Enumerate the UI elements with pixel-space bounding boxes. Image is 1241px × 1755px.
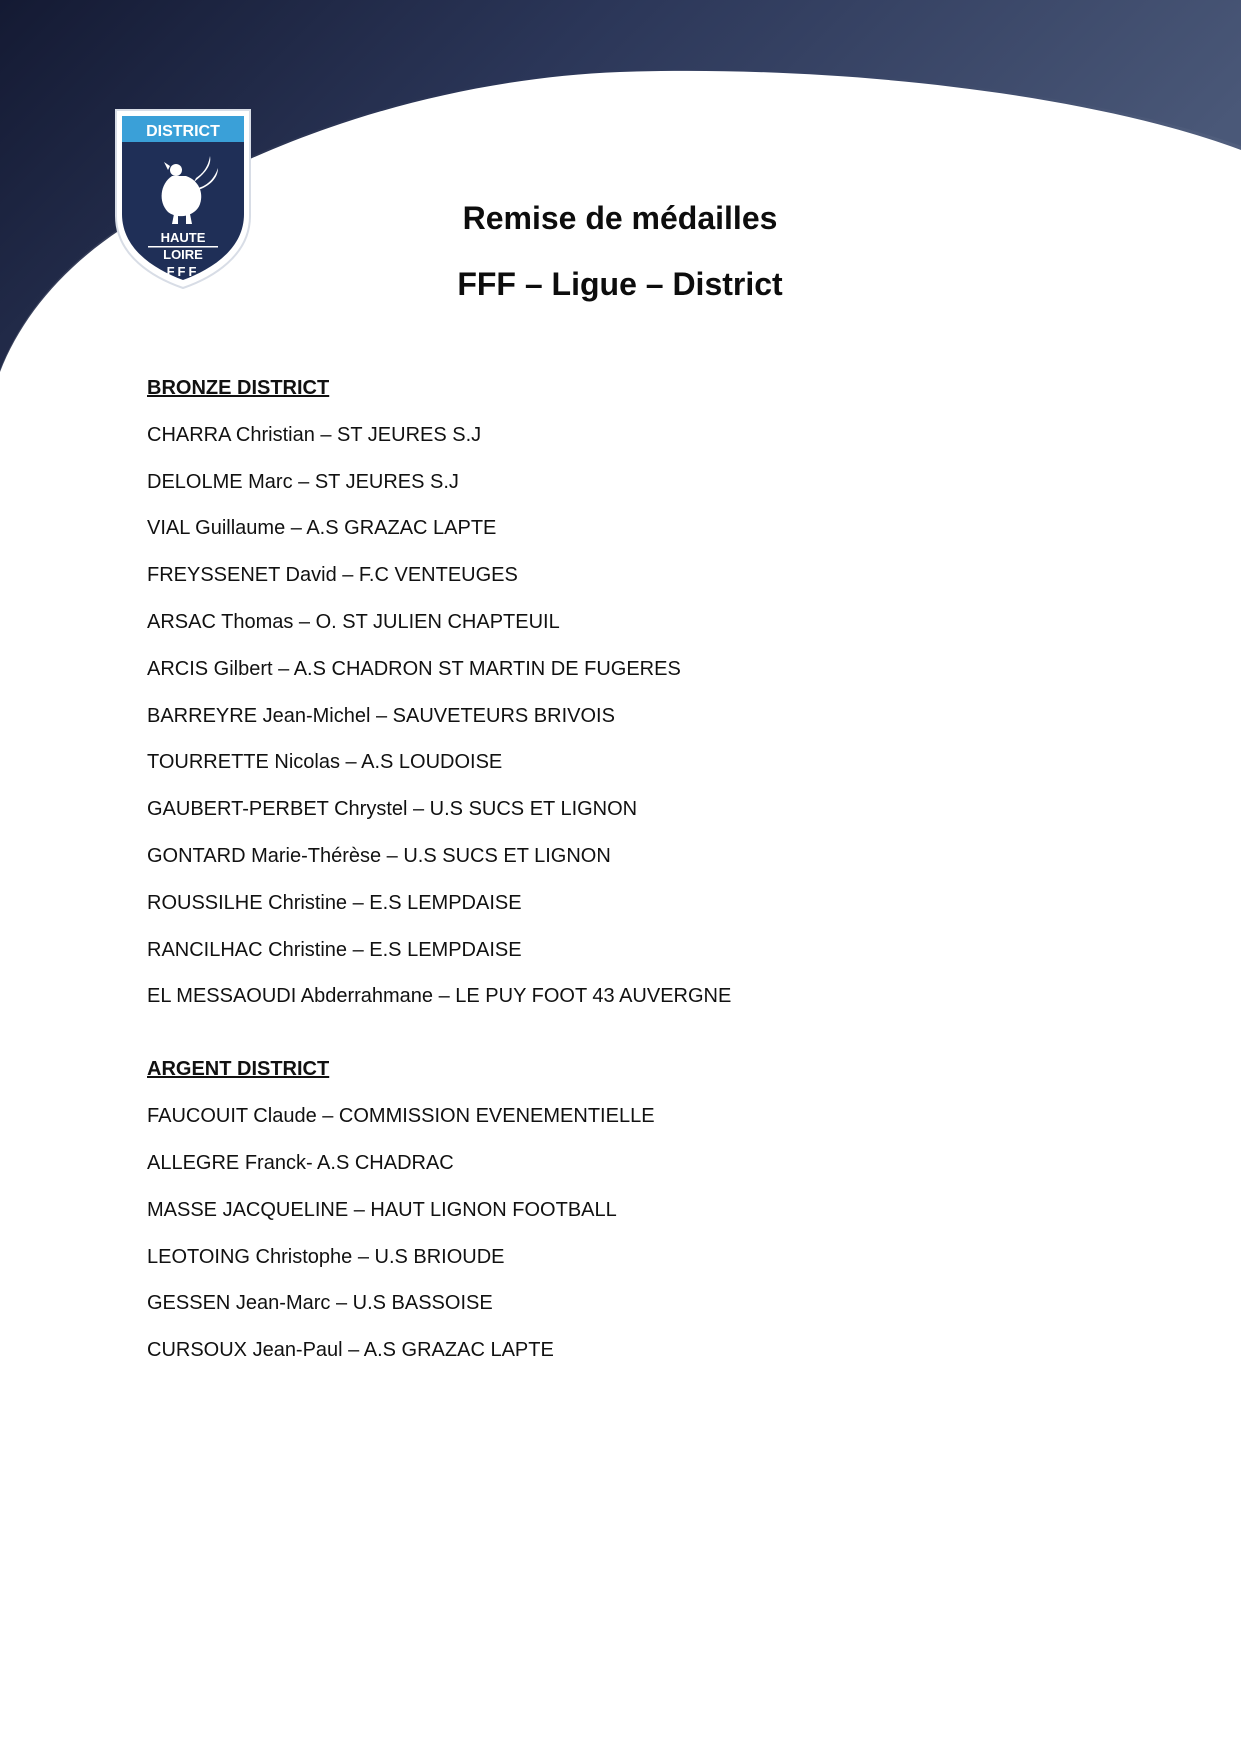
section-argent-district bbox=[147, 1056, 1147, 1363]
list-item: ALLEGRE Franck- A.S CHADRAC bbox=[147, 1151, 454, 1174]
logo-top-text: DISTRICT bbox=[146, 123, 220, 140]
list-item: ARSAC Thomas – O. ST JULIEN CHAPTEUIL bbox=[147, 610, 560, 633]
list-item: CHARRA Christian – ST JEURES S.J bbox=[147, 423, 482, 446]
list-item: EL MESSAOUDI Abderrahmane – LE PUY FOOT 43 AUVERGNE bbox=[147, 985, 732, 1008]
medal-list bbox=[147, 375, 1147, 1384]
section-heading: BRONZE DISTRICT bbox=[147, 377, 330, 399]
logo-loire-text: LOIRE bbox=[163, 247, 203, 262]
document-title bbox=[400, 196, 840, 328]
list-item: ARCIS Gilbert – A.S CHADRON ST MARTIN DE FUGERES bbox=[147, 657, 681, 680]
district-logo bbox=[112, 106, 254, 290]
list-item: BARREYRE Jean-Michel – SAUVETEURS BRIVOIS bbox=[147, 704, 615, 727]
list-item: MASSE JACQUELINE – HAUT LIGNON FOOTBALL bbox=[147, 1198, 617, 1221]
list-item: FAUCOUIT Claude – COMMISSION EVENEMENTIELLE bbox=[147, 1105, 655, 1128]
logo-fff-text: FFF bbox=[166, 264, 200, 279]
list-item: TOURRETTE Nicolas – A.S LOUDOISE bbox=[147, 751, 503, 774]
list-item: DELOLME Marc – ST JEURES S.J bbox=[147, 470, 459, 493]
list-item: LEOTOING Christophe – U.S BRIOUDE bbox=[147, 1245, 505, 1268]
list-item: VIAL Guillaume – A.S GRAZAC LAPTE bbox=[147, 517, 497, 540]
list-item: GESSEN Jean-Marc – U.S BASSOISE bbox=[147, 1292, 493, 1315]
section-heading: ARGENT DISTRICT bbox=[147, 1058, 330, 1081]
title-line-1: Remise de médailles bbox=[462, 200, 778, 236]
list-item: GONTARD Marie-Thérèse – U.S SUCS ET LIGNON bbox=[147, 844, 611, 867]
title-line-2: FFF – Ligue – District bbox=[457, 266, 783, 302]
section-bronze-district bbox=[147, 375, 1147, 1009]
list-item: CURSOUX Jean-Paul – A.S GRAZAC LAPTE bbox=[147, 1339, 554, 1362]
list-item: ROUSSILHE Christine – E.S LEMPDAISE bbox=[147, 891, 522, 914]
list-item: FREYSSENET David – F.C VENTEUGES bbox=[147, 564, 518, 587]
list-item: RANCILHAC Christine – E.S LEMPDAISE bbox=[147, 938, 522, 961]
logo-haute-text: HAUTE bbox=[160, 230, 206, 245]
list-item: GAUBERT-PERBET Chrystel – U.S SUCS ET LIGNON bbox=[147, 798, 638, 821]
